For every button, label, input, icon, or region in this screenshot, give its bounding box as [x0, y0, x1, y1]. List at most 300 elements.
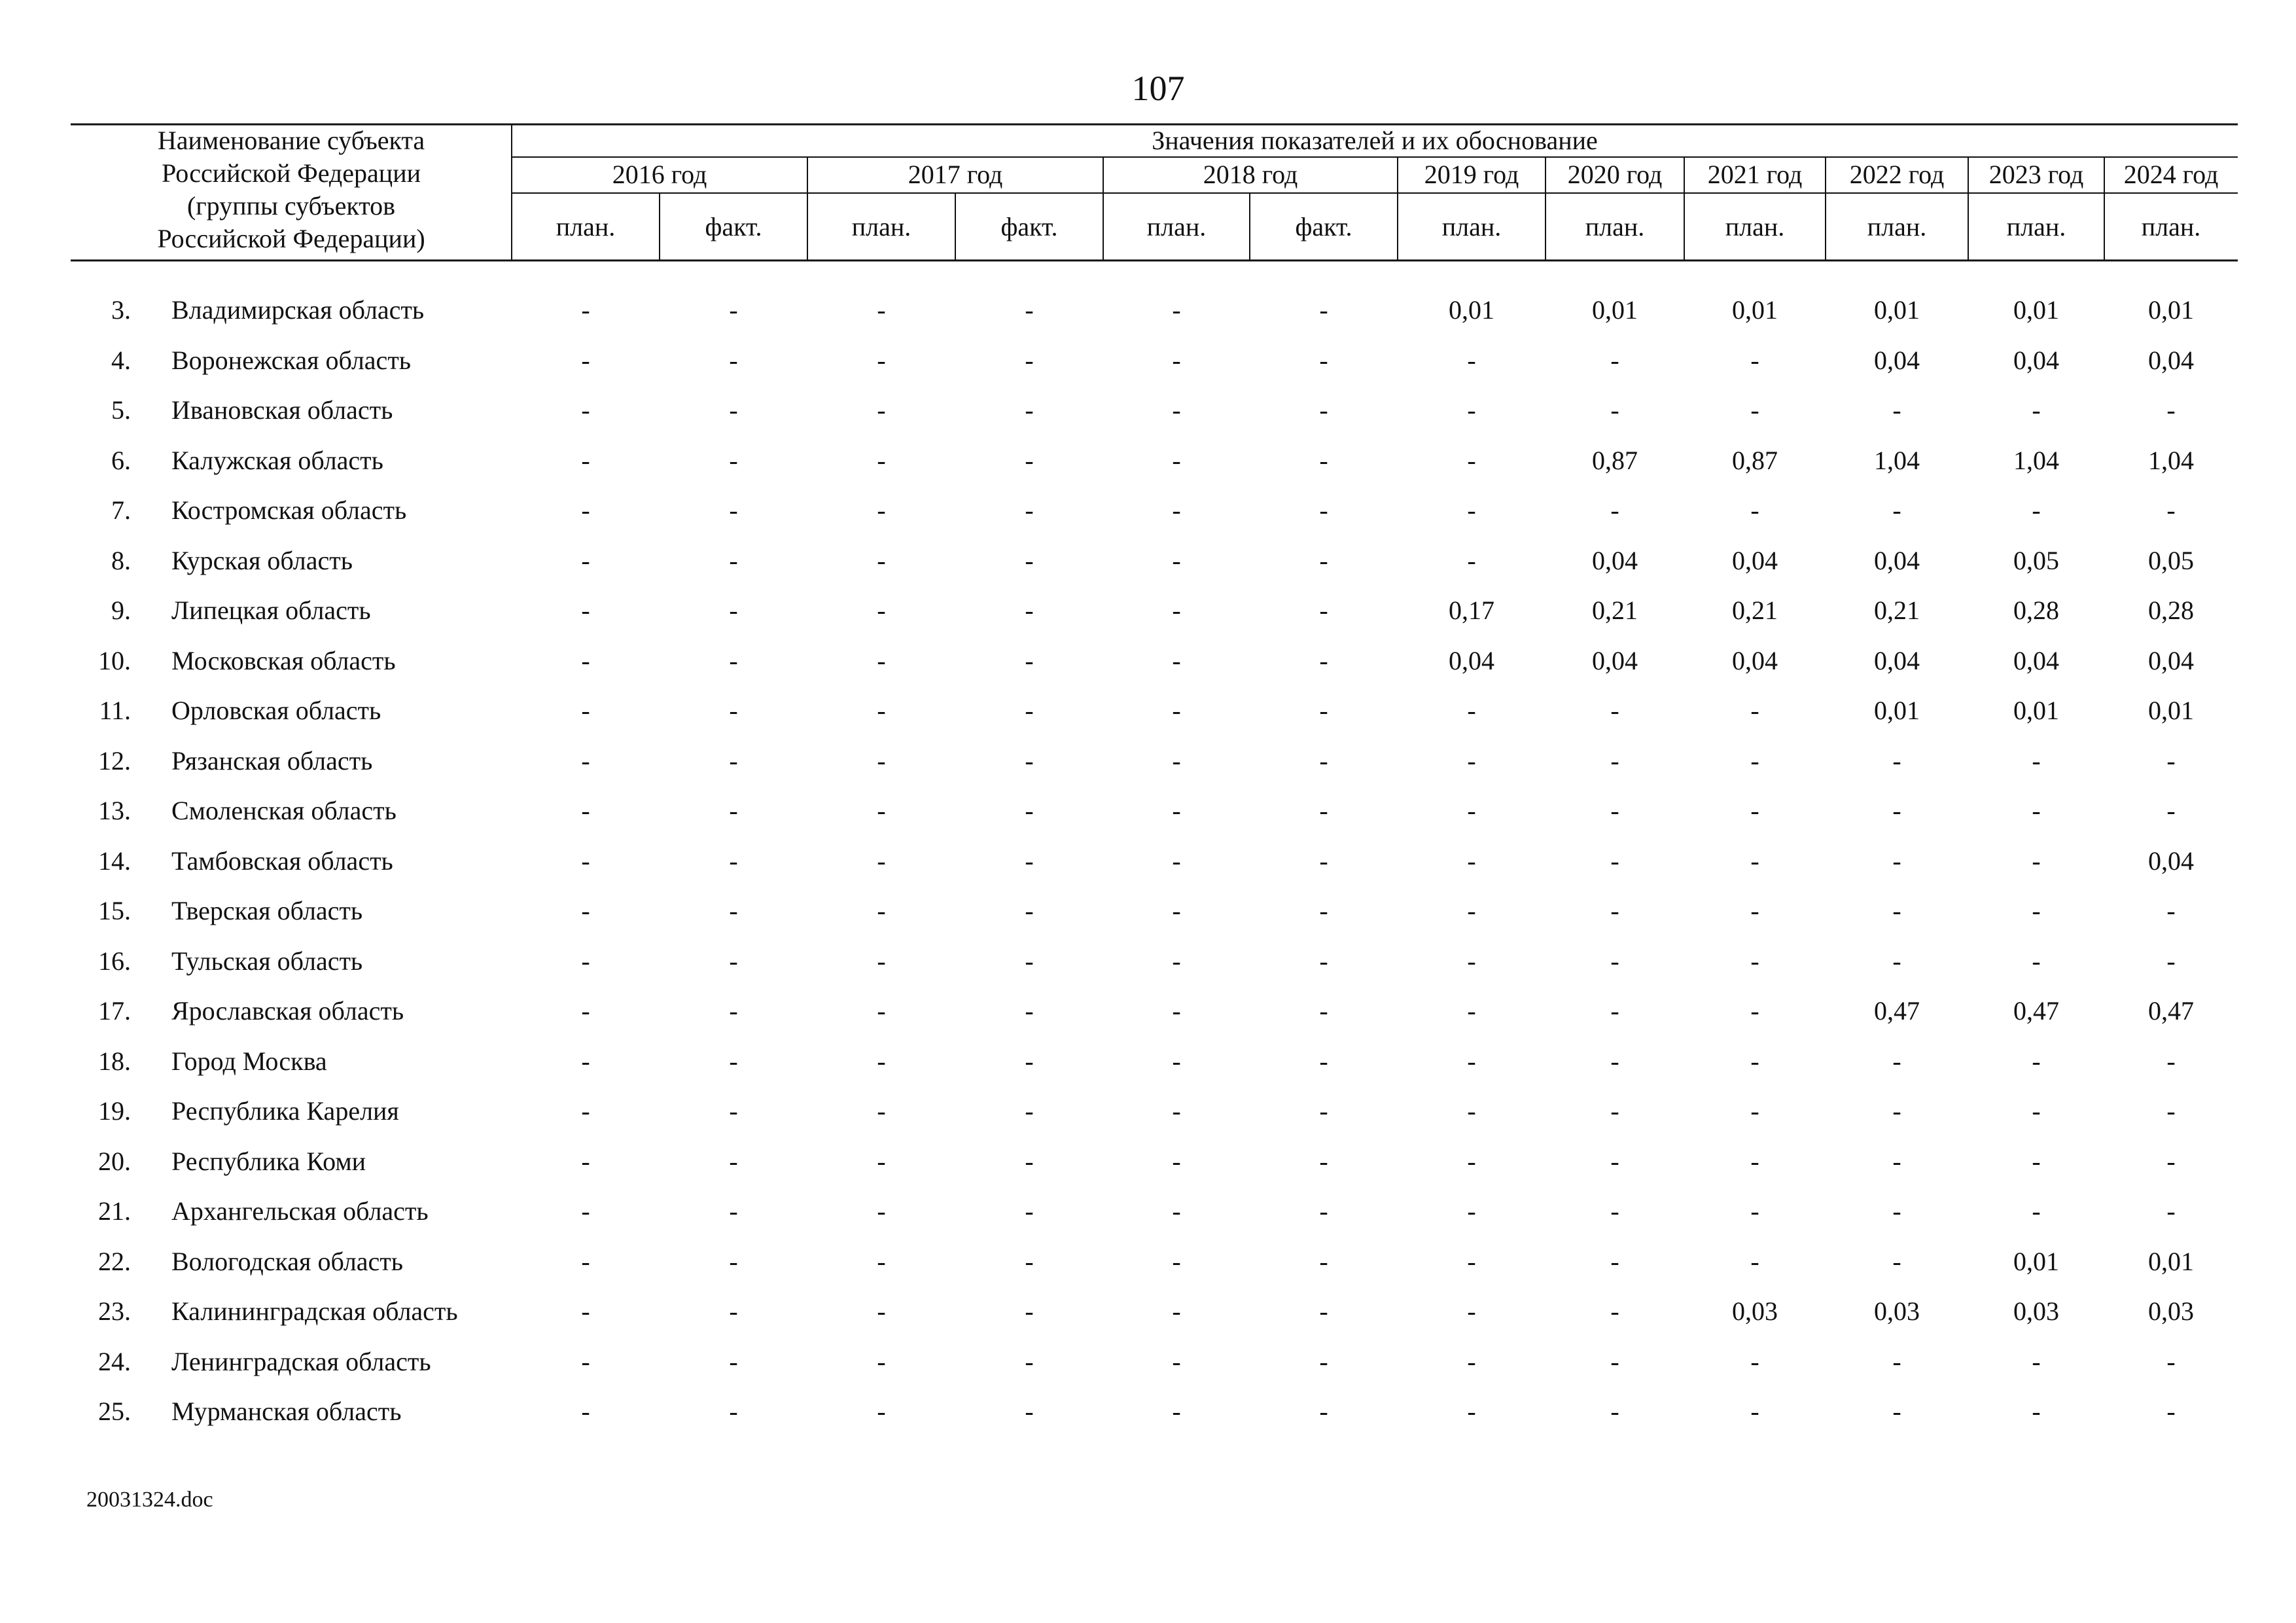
value-cell: - — [1750, 846, 1759, 876]
value-cell: - — [581, 445, 590, 475]
value-cell: - — [581, 1397, 590, 1426]
value-cell: - — [2166, 1196, 2176, 1226]
value-cell: - — [729, 445, 738, 475]
value-cell: - — [2032, 1346, 2041, 1376]
value-cell: - — [2166, 495, 2176, 525]
value-cell: - — [581, 495, 590, 525]
value-cell: - — [1319, 1296, 1328, 1326]
value-cell: - — [1025, 345, 1034, 375]
value-cell: - — [1750, 696, 1759, 725]
value-cell: - — [1610, 395, 1619, 425]
value-cell: - — [1319, 896, 1328, 925]
value-cell: - — [1610, 1096, 1619, 1126]
value-cell: - — [877, 996, 886, 1026]
value-cell: - — [1610, 1246, 1619, 1276]
value-cell: - — [1467, 996, 1476, 1026]
value-cell: 0,04 — [1732, 545, 1778, 575]
value-cell: - — [1750, 1046, 1759, 1076]
value-cell: - — [2166, 1146, 2176, 1176]
region-name: Калужская область — [171, 445, 383, 475]
value-cell: - — [1892, 495, 1901, 525]
value-cell: - — [1319, 345, 1328, 375]
value-cell: - — [581, 1346, 590, 1376]
value-cell: - — [1892, 1346, 1901, 1376]
value-cell: 0,04 — [1592, 545, 1638, 575]
value-cell: 0,01 — [1449, 295, 1494, 325]
table-row — [0, 536, 2296, 586]
value-cell: 0,87 — [1592, 445, 1638, 475]
value-cell: - — [2032, 1196, 2041, 1226]
table-row — [0, 1186, 2296, 1236]
value-cell: - — [729, 645, 738, 675]
value-cell: - — [1319, 1246, 1328, 1276]
value-cell: - — [581, 395, 590, 425]
value-cell: 0,01 — [2148, 295, 2194, 325]
value-cell: - — [1892, 1246, 1901, 1276]
subcol-header: план. — [556, 212, 616, 241]
value-cell: 0,17 — [1449, 596, 1494, 625]
value-cell: - — [1025, 395, 1034, 425]
value-cell: - — [1172, 445, 1181, 475]
row-number: 14. — [98, 846, 131, 876]
value-cell: - — [1172, 1146, 1181, 1176]
value-cell: - — [1610, 996, 1619, 1026]
value-cell: - — [729, 896, 738, 925]
value-cell: - — [1172, 896, 1181, 925]
value-cell: - — [729, 395, 738, 425]
value-cell: - — [2166, 896, 2176, 925]
year-header-2024: 2024 год — [2123, 160, 2219, 189]
value-cell: - — [729, 495, 738, 525]
value-cell: - — [1025, 1096, 1034, 1126]
value-cell: - — [1025, 445, 1034, 475]
subject-header-line: (группы субъектов — [186, 191, 396, 221]
value-cell: - — [877, 445, 886, 475]
row-number: 5. — [111, 395, 131, 425]
value-cell: - — [1172, 596, 1181, 625]
table-row — [0, 436, 2296, 486]
value-cell: - — [877, 596, 886, 625]
table-row — [0, 1237, 2296, 1287]
row-number: 7. — [111, 495, 131, 525]
value-cell: - — [1172, 696, 1181, 725]
value-cell: - — [581, 846, 590, 876]
region-name: Ивановская область — [171, 395, 393, 425]
value-cell: - — [1892, 946, 1901, 976]
value-cell: - — [877, 1146, 886, 1176]
value-cell: - — [1467, 445, 1476, 475]
year-header-2018: 2018 год — [1203, 160, 1298, 189]
value-cell: - — [2032, 395, 2041, 425]
value-cell: - — [1025, 545, 1034, 575]
value-cell: - — [1892, 1196, 1901, 1226]
row-number: 13. — [98, 796, 131, 825]
value-cell: - — [1172, 645, 1181, 675]
value-cell: - — [2032, 846, 2041, 876]
value-cell: - — [1610, 495, 1619, 525]
subcol-header: факт. — [1295, 212, 1352, 241]
value-cell: - — [2032, 796, 2041, 825]
value-cell: - — [729, 545, 738, 575]
value-cell: - — [1610, 1146, 1619, 1176]
value-cell: - — [877, 846, 886, 876]
value-cell: - — [1750, 946, 1759, 976]
value-cell: - — [2166, 395, 2176, 425]
page-number: 107 — [1131, 69, 1185, 108]
subcol-header: план. — [1867, 212, 1927, 241]
value-cell: - — [1025, 846, 1034, 876]
value-cell: - — [1025, 1246, 1034, 1276]
value-cell: 0,03 — [1874, 1296, 1920, 1326]
value-cell: - — [729, 295, 738, 325]
value-cell: - — [1610, 1046, 1619, 1076]
value-cell: - — [581, 345, 590, 375]
year-header-2017: 2017 год — [908, 160, 1003, 189]
value-cell: - — [1892, 745, 1901, 776]
value-cell: - — [1319, 645, 1328, 675]
row-number: 12. — [98, 745, 131, 776]
region-name: Московская область — [171, 645, 396, 675]
value-cell: - — [2166, 946, 2176, 976]
value-cell: - — [1750, 796, 1759, 825]
value-cell: - — [1467, 1046, 1476, 1076]
value-cell: - — [729, 1096, 738, 1126]
value-cell: 0,01 — [1874, 696, 1920, 725]
value-cell: - — [1892, 1096, 1901, 1126]
value-cell: - — [877, 1246, 886, 1276]
value-cell: - — [1319, 796, 1328, 825]
value-cell: 0,05 — [2148, 545, 2194, 575]
value-cell: - — [1319, 846, 1328, 876]
value-cell: - — [877, 696, 886, 725]
value-cell: - — [1172, 545, 1181, 575]
value-cell: 0,28 — [2013, 596, 2059, 625]
value-cell: - — [1467, 1196, 1476, 1226]
value-cell: - — [1750, 345, 1759, 375]
row-number: 21. — [98, 1196, 131, 1226]
row-number: 10. — [98, 645, 131, 675]
value-cell: - — [1610, 696, 1619, 725]
value-cell: - — [877, 545, 886, 575]
value-cell: - — [2166, 1397, 2176, 1426]
value-cell: - — [1892, 896, 1901, 925]
value-cell: 0,01 — [1592, 295, 1638, 325]
subcol-header: план. — [1725, 212, 1785, 241]
value-cell: - — [1892, 796, 1901, 825]
value-cell: - — [1892, 1046, 1901, 1076]
value-cell: - — [1319, 1096, 1328, 1126]
year-header-2023: 2023 год — [1988, 160, 2084, 189]
value-cell: - — [1467, 1246, 1476, 1276]
value-cell: - — [1750, 1096, 1759, 1126]
value-cell: - — [1750, 1346, 1759, 1376]
value-cell: - — [1750, 1397, 1759, 1426]
value-cell: - — [1750, 495, 1759, 525]
row-number: 20. — [98, 1146, 131, 1176]
value-cell: - — [1319, 1146, 1328, 1176]
subcol-header: факт. — [705, 212, 762, 241]
table-row — [0, 1387, 2296, 1436]
value-cell: - — [1610, 946, 1619, 976]
row-number: 15. — [98, 896, 131, 925]
value-cell: - — [1892, 395, 1901, 425]
region-name: Рязанская область — [171, 745, 373, 776]
value-cell: - — [877, 1046, 886, 1076]
value-cell: 0,04 — [1874, 645, 1920, 675]
value-cell: - — [1172, 345, 1181, 375]
value-cell: - — [581, 295, 590, 325]
subject-header-line: Российской Федерации) — [157, 224, 425, 253]
value-cell: - — [877, 1346, 886, 1376]
table-row — [0, 285, 2296, 335]
subcol-header: план. — [1441, 212, 1502, 241]
row-number: 18. — [98, 1046, 131, 1076]
subject-header-line: Российской Федерации — [161, 158, 421, 188]
value-cell: - — [1025, 295, 1034, 325]
value-cell: 0,87 — [1732, 445, 1778, 475]
table-row — [0, 786, 2296, 836]
value-cell: - — [1172, 295, 1181, 325]
value-cell: - — [1467, 896, 1476, 925]
value-cell: - — [1319, 495, 1328, 525]
value-cell: - — [1319, 1046, 1328, 1076]
value-cell: - — [877, 1096, 886, 1126]
subcol-header: план. — [2006, 212, 2066, 241]
value-cell: - — [1025, 596, 1034, 625]
value-cell: - — [1025, 1196, 1034, 1226]
value-cell: - — [1319, 1196, 1328, 1226]
table-row — [0, 1037, 2296, 1086]
table-row — [0, 886, 2296, 936]
year-header-2021: 2021 год — [1707, 160, 1803, 189]
value-cell: - — [581, 596, 590, 625]
value-cell: 0,04 — [2148, 345, 2194, 375]
value-cell: - — [1319, 545, 1328, 575]
subcol-header: план. — [2141, 212, 2201, 241]
value-cell: - — [1025, 1346, 1034, 1376]
value-cell: - — [1610, 345, 1619, 375]
value-cell: 0,47 — [2013, 996, 2059, 1026]
value-cell: - — [1025, 495, 1034, 525]
region-name: Курская область — [171, 545, 353, 575]
table-row — [0, 1287, 2296, 1336]
value-cell: - — [1319, 596, 1328, 625]
value-cell: - — [2032, 1046, 2041, 1076]
value-cell: - — [1025, 946, 1034, 976]
value-cell: - — [1750, 1246, 1759, 1276]
value-cell: - — [1025, 1046, 1034, 1076]
value-cell: - — [877, 896, 886, 925]
value-cell: - — [1467, 1346, 1476, 1376]
value-cell: - — [1319, 996, 1328, 1026]
value-cell: 0,04 — [2013, 345, 2059, 375]
value-cell: - — [2032, 1096, 2041, 1126]
value-cell: 0,04 — [1732, 645, 1778, 675]
value-cell: - — [1025, 645, 1034, 675]
value-cell: 0,21 — [1732, 596, 1778, 625]
region-name: Тверская область — [171, 896, 363, 925]
value-cell: - — [2032, 745, 2041, 776]
value-cell: - — [877, 295, 886, 325]
value-cell: - — [877, 345, 886, 375]
row-number: 4. — [111, 345, 131, 375]
value-cell: 1,04 — [2148, 445, 2194, 475]
value-cell: - — [729, 1046, 738, 1076]
value-cell: - — [1750, 1146, 1759, 1176]
value-cell: - — [1172, 846, 1181, 876]
value-cell: 0,04 — [1874, 345, 1920, 375]
value-cell: - — [1172, 1346, 1181, 1376]
value-cell: - — [2032, 1146, 2041, 1176]
value-cell: - — [581, 896, 590, 925]
row-number: 17. — [98, 996, 131, 1026]
value-cell: - — [1750, 896, 1759, 925]
value-cell: - — [1172, 745, 1181, 776]
table-row — [0, 586, 2296, 635]
value-cell: 0,28 — [2148, 596, 2194, 625]
value-cell: 0,01 — [2148, 696, 2194, 725]
value-cell: - — [1892, 846, 1901, 876]
value-cell: - — [877, 796, 886, 825]
value-cell: - — [581, 645, 590, 675]
value-cell: - — [1467, 1146, 1476, 1176]
value-cell: - — [729, 1346, 738, 1376]
region-name: Мурманская область — [171, 1397, 402, 1426]
value-cell: 0,03 — [2148, 1296, 2194, 1326]
value-cell: - — [581, 545, 590, 575]
value-cell: - — [877, 495, 886, 525]
value-cell: - — [729, 796, 738, 825]
value-cell: - — [1610, 745, 1619, 776]
region-name: Ярославская область — [171, 996, 404, 1026]
table-row — [0, 1137, 2296, 1186]
value-cell: - — [877, 645, 886, 675]
value-cell: - — [1467, 1296, 1476, 1326]
table-row — [0, 486, 2296, 535]
value-cell: - — [1172, 946, 1181, 976]
value-cell: 0,05 — [2013, 545, 2059, 575]
value-cell: - — [581, 1146, 590, 1176]
row-number: 23. — [98, 1296, 131, 1326]
value-cell: - — [581, 1046, 590, 1076]
row-number: 25. — [98, 1397, 131, 1426]
value-cell: - — [729, 946, 738, 976]
year-header-2022: 2022 год — [1849, 160, 1945, 189]
value-cell: - — [1319, 946, 1328, 976]
row-number: 3. — [111, 295, 131, 325]
value-cell: - — [1610, 1397, 1619, 1426]
value-cell: - — [1892, 1146, 1901, 1176]
year-header-2019: 2019 год — [1424, 160, 1519, 189]
table-row — [0, 636, 2296, 686]
year-header-2016: 2016 год — [612, 160, 707, 189]
value-cell: 0,01 — [2013, 295, 2059, 325]
table-row — [0, 1337, 2296, 1387]
value-cell: - — [729, 345, 738, 375]
value-cell: - — [1172, 1296, 1181, 1326]
value-cell: 0,04 — [1874, 545, 1920, 575]
table-row — [0, 336, 2296, 385]
table-row — [0, 686, 2296, 736]
value-cell: - — [729, 596, 738, 625]
subcol-header: план. — [851, 212, 911, 241]
value-cell: - — [877, 1296, 886, 1326]
value-cell: - — [729, 996, 738, 1026]
value-cell: - — [1172, 1196, 1181, 1226]
value-cell: - — [1172, 796, 1181, 825]
value-cell: - — [1025, 996, 1034, 1026]
value-cell: 0,01 — [2148, 1246, 2194, 1276]
value-cell: - — [2166, 1046, 2176, 1076]
value-cell: - — [1467, 1096, 1476, 1126]
value-cell: - — [581, 796, 590, 825]
value-cell: 0,03 — [2013, 1296, 2059, 1326]
value-cell: - — [729, 745, 738, 776]
value-cell: - — [1467, 495, 1476, 525]
subcol-header: план. — [1585, 212, 1645, 241]
value-cell: - — [1319, 745, 1328, 776]
value-cell: - — [1025, 1397, 1034, 1426]
value-cell: - — [877, 946, 886, 976]
value-cell: - — [877, 745, 886, 776]
value-cell: - — [1025, 696, 1034, 725]
row-number: 11. — [99, 696, 131, 725]
region-name: Город Москва — [171, 1046, 327, 1076]
value-cell: - — [1750, 1196, 1759, 1226]
value-cell: - — [2032, 946, 2041, 976]
value-cell: - — [2032, 1397, 2041, 1426]
value-cell: - — [581, 745, 590, 776]
value-cell: - — [1172, 395, 1181, 425]
value-cell: - — [1025, 796, 1034, 825]
value-cell: - — [1750, 395, 1759, 425]
value-cell: - — [1467, 345, 1476, 375]
value-cell: - — [581, 1246, 590, 1276]
value-cell: - — [2166, 1096, 2176, 1126]
value-cell: - — [1467, 745, 1476, 776]
region-name: Республика Коми — [171, 1146, 366, 1176]
value-cell: 0,04 — [1592, 645, 1638, 675]
region-name: Липецкая область — [171, 596, 371, 625]
value-cell: - — [1892, 1397, 1901, 1426]
value-cell: 0,04 — [2148, 846, 2194, 876]
value-cell: - — [1610, 1296, 1619, 1326]
value-cell: - — [1610, 896, 1619, 925]
value-cell: - — [1172, 1046, 1181, 1076]
region-name: Смоленская область — [171, 796, 397, 825]
table-row — [0, 936, 2296, 986]
table-row — [0, 736, 2296, 786]
footer-doc-code: 20031324.doc — [86, 1488, 213, 1512]
value-cell: - — [1025, 745, 1034, 776]
region-name: Костромская область — [171, 495, 407, 525]
value-cell: - — [729, 1397, 738, 1426]
region-name: Орловская область — [171, 696, 381, 725]
value-cell: 0,01 — [2013, 1246, 2059, 1276]
value-cell: - — [1610, 846, 1619, 876]
year-header-2020: 2020 год — [1567, 160, 1663, 189]
value-cell: - — [1610, 1196, 1619, 1226]
value-cell: - — [1467, 946, 1476, 976]
value-cell: - — [1750, 745, 1759, 776]
subject-column-header — [72, 124, 510, 255]
value-cell: 1,04 — [2013, 445, 2059, 475]
value-cell: - — [877, 1397, 886, 1426]
value-cell: - — [581, 696, 590, 725]
value-cell: - — [729, 1146, 738, 1176]
value-cell: - — [1025, 1296, 1034, 1326]
value-cell: 0,47 — [1874, 996, 1920, 1026]
